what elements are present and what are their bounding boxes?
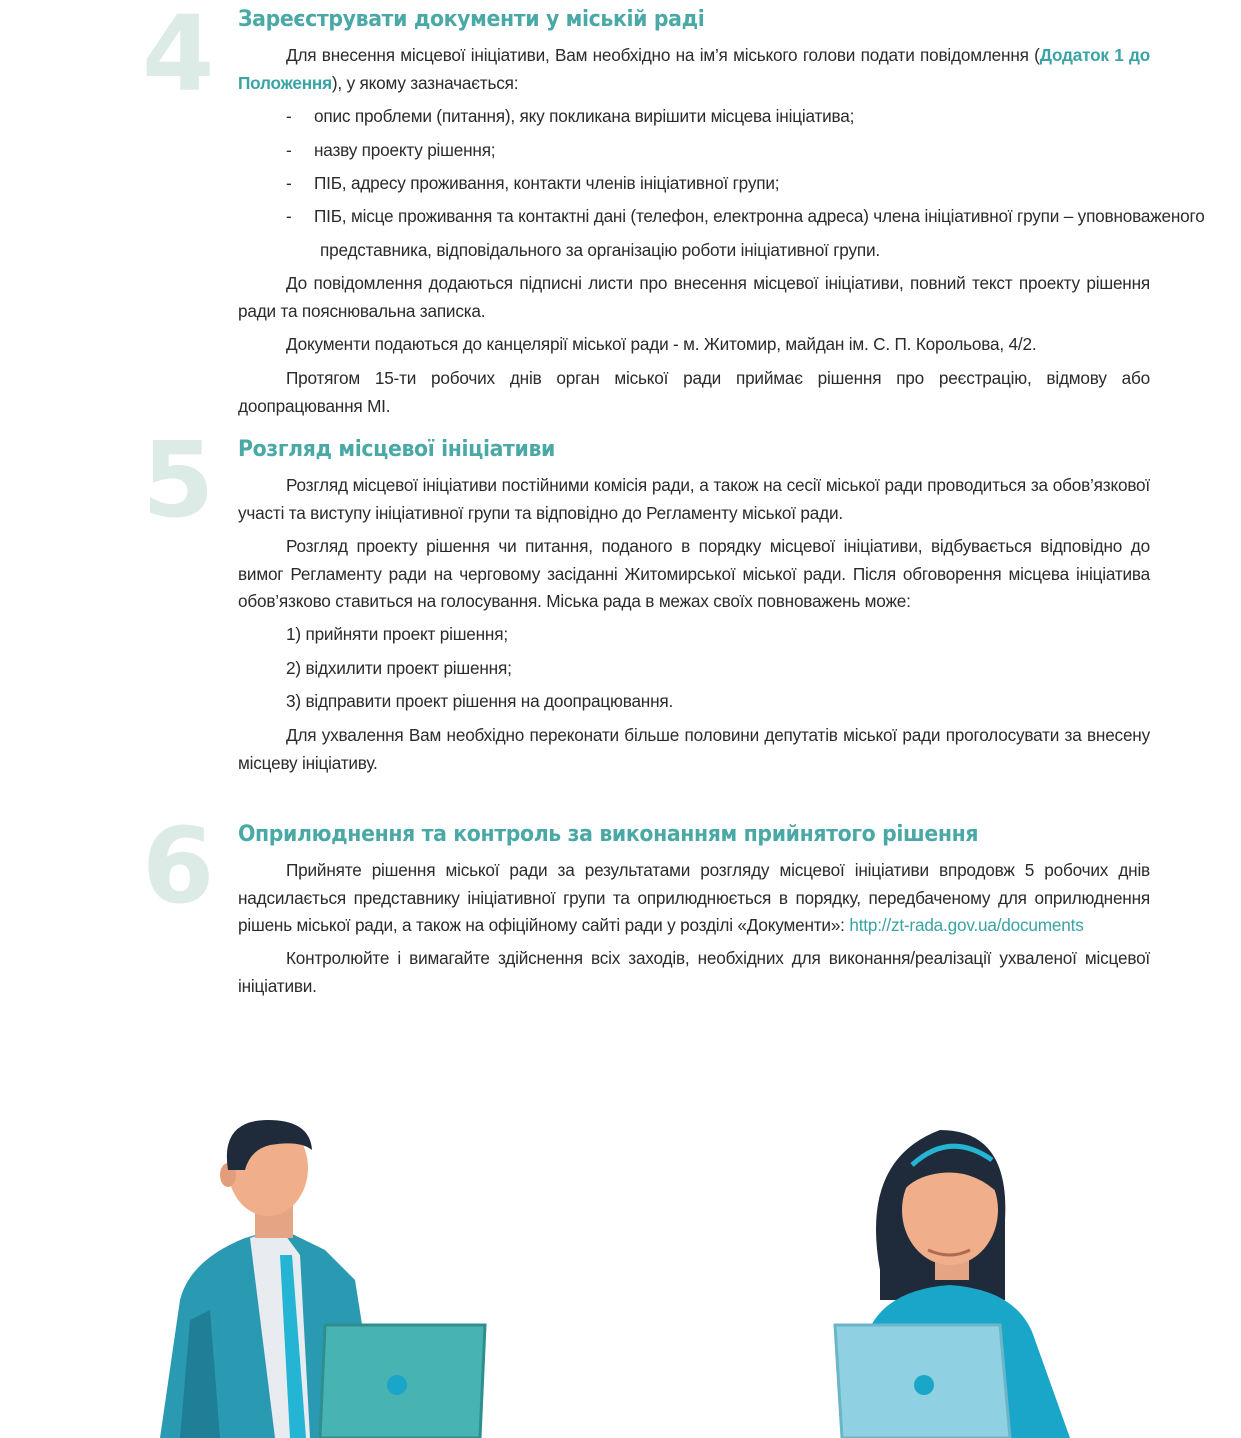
list-item: назву проекту рішення;: [314, 140, 496, 160]
section-5-paragraph-3: Для ухвалення Вам необхідно переконати більше половини депутатів міської ради проголосувати за внесену місцеву ініціативу.: [238, 725, 1150, 773]
step-number-4: 4: [142, 0, 215, 115]
list-item: ПІБ, місце проживання та контактні дані (телефон, електронна адреса) члена ініціативної групи – уповноваженого: [314, 206, 1205, 226]
option-item: 2) відхилити проект рішення;: [286, 658, 512, 678]
option-item: 3) відправити проект рішення на доопрацювання.: [286, 691, 674, 711]
section-5-paragraph-2: Розгляд проекту рішення чи питання, поданого в порядку місцевої ініціативи, відбувається відповідно до вимог Регламенту ради на черговому засіданні Житомирської міської ради. Після обговорення місцева ініціатива обов’язково ставиться на голосування. Міська рада в межах своїх повноважень може:: [238, 536, 1150, 611]
section-5-paragraph-1: Розгляд місцевої ініціативи постійними комісія ради, а також на сесії міської ради проводиться за обов’язкової участі та виступу ініціативної групи та відповідно до Регламенту міської ради.: [238, 475, 1150, 523]
list-dash: -: [286, 140, 292, 160]
section-4-paragraph-4: Протягом 15-ти робочих днів орган міської ради приймає рішення про реєстрацію, відмову або доопрацювання МІ.: [238, 368, 1150, 416]
documents-link[interactable]: http://zt-rada.gov.ua/documents: [849, 915, 1084, 935]
section-6-paragraph-1: [238, 857, 1150, 940]
man-with-laptop-illustration: [150, 1110, 510, 1438]
list-item: ПІБ, адресу проживання, контакти членів ініціативної групи;: [314, 173, 780, 193]
list-dash: -: [286, 206, 292, 226]
option-item: 1) прийняти проект рішення;: [286, 624, 508, 644]
section-4-paragraph-2: До повідомлення додаються підписні листи про внесення місцевої ініціативи, повний текст проекту рішення ради та пояснювальна записка.: [238, 273, 1150, 321]
step-number-6: 6: [142, 805, 215, 927]
list-dash: -: [286, 173, 292, 193]
p1-text-start: Для внесення місцевої ініціативи, Вам необхідно на ім’я міського голови подати повідомлення (: [286, 45, 1040, 65]
section-4-title: Зареєструвати документи у міській раді: [238, 7, 705, 32]
appendix-1-link[interactable]: Додаток 1 до Положення: [238, 45, 1150, 93]
section-6-title: Оприлюднення та контроль за виконанням прийнятого рішення: [238, 822, 979, 847]
woman-with-laptop-illustration: [820, 1120, 1080, 1438]
section-5-title: Розгляд місцевої ініціативи: [238, 437, 556, 462]
list-item: опис проблеми (питання), яку покликана вирішити місцева ініціатива;: [314, 106, 855, 126]
section-4-paragraph-3: Документи подаються до канцелярії міської ради - м. Житомир, майдан ім. С. П. Корольова, 4/2.: [286, 334, 1037, 354]
list-dash: -: [286, 106, 292, 126]
section-6-paragraph-2: Контролюйте і вимагайте здійснення всіх заходів, необхідних для виконання/реалізації ухваленої місцевої ініціативи.: [238, 948, 1150, 996]
step-number-5: 5: [142, 419, 215, 541]
list-item-continuation: представника, відповідального за організацію роботи ініціативної групи.: [320, 240, 880, 260]
section-4-paragraph-1: [238, 42, 1150, 97]
p1-text-end: ), у якому зазначається:: [331, 72, 519, 93]
p1-text: Прийняте рішення міської ради за результатами розгляду місцевої ініціативи впродовж 5 робочих днів надсилається представнику ініціативної групи та оприлюднюється в порядку, передбаченому для оприлюднення рішень міської ради, а також на офіційному сайті ради у розділі «Документи»:: [238, 860, 1150, 935]
